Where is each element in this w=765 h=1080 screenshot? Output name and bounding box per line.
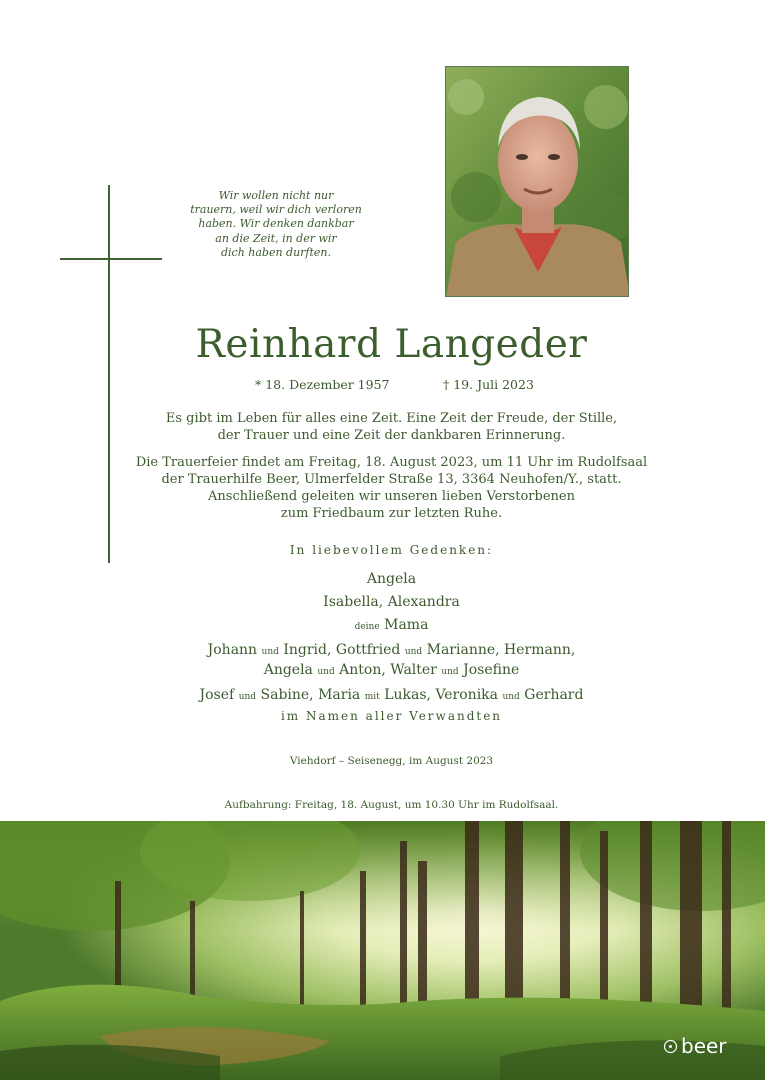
reflection-paragraph — [0, 410, 765, 444]
birth-date: * 18. Dezember 1957 — [255, 377, 390, 392]
quote-line: trauern, weil wir dich verloren — [190, 203, 362, 217]
death-date: † 19. Juli 2023 — [443, 377, 534, 392]
mourner-line — [0, 661, 765, 681]
funeral-info-paragraph — [0, 454, 765, 522]
paragraph-line: Die Trauerfeier findet am Freitag, 18. August 2023, um 11 Uhr im Rudolfsaal — [135, 455, 648, 470]
portrait-photo — [445, 66, 629, 297]
quote-line: an die Zeit, in der wir — [215, 231, 337, 245]
paragraph-line: Es gibt im Leben für alles eine Zeit. Eine Zeit der Freude, der Stille, — [165, 411, 618, 426]
quote-line: Wir wollen nicht nur — [218, 189, 334, 202]
mourners-list — [0, 570, 765, 706]
mourner-line: Angela — [366, 571, 417, 587]
logo-text: beer — [681, 1034, 727, 1058]
beer-logo — [663, 1036, 727, 1056]
paragraph-line: der Trauerhilfe Beer, Ulmerfelder Straße 13, 3364 Neuhofen/Y., statt. — [161, 472, 622, 487]
quote-line: haben. Wir denken dankbar — [198, 217, 354, 231]
forest-image — [0, 821, 765, 1080]
mourner-name: Josef — [199, 687, 235, 703]
dandelion-icon — [663, 1039, 678, 1054]
paragraph-line: zum Friedbaum zur letzten Ruhe. — [280, 506, 503, 521]
portrait-illustration — [446, 67, 629, 297]
mourner-name: Anton, Walter — [339, 662, 437, 678]
mourner-line — [0, 616, 765, 636]
mourner-line — [0, 686, 765, 706]
mourner-name: Angela — [263, 662, 313, 678]
mourner-name: Gerhard — [524, 687, 584, 703]
connector-word: und — [317, 667, 335, 677]
mourner-name: Josefine — [463, 662, 520, 678]
place-date: Viehdorf – Seisenegg, im August 2023 — [289, 755, 494, 767]
connector-word: mit — [364, 692, 380, 702]
connector-word: und — [441, 667, 459, 677]
mourner-name: Ingrid, Gottfried — [283, 642, 401, 658]
connector-word: und — [404, 647, 423, 657]
mourner-name: Marianne, Hermann, — [426, 642, 576, 658]
viewing-info: Aufbahrung: Freitag, 18. August, um 10.30 Uhr im Rudolfsaal. — [224, 799, 559, 811]
mourner-line — [0, 641, 765, 661]
quote-line: dich haben durften. — [220, 245, 332, 259]
deceased-name: Reinhard Langeder — [195, 322, 588, 367]
quote — [186, 189, 366, 260]
mourner-name: Sabine, Maria — [260, 687, 361, 703]
mourner-name: Johann — [207, 642, 258, 658]
paragraph-line: Anschließend geleiten wir unseren lieben Verstorbenen — [208, 489, 575, 504]
mourner-name: Lukas, Veronika — [384, 687, 499, 703]
mourning-outro: im Namen aller Verwandten — [280, 709, 503, 723]
mourning-intro: In liebevollem Gedenken: — [289, 543, 494, 557]
cross-horizontal-bar — [60, 258, 162, 260]
connector-word: und — [502, 692, 520, 702]
paragraph-line: der Trauer und eine Zeit der dankbaren Erinnerung. — [217, 428, 566, 443]
connector-word: deine — [354, 622, 380, 632]
connector-word: und — [261, 647, 279, 657]
connector-word: und — [238, 692, 257, 702]
forest-illustration — [0, 821, 765, 1080]
mourner-line: Isabella, Alexandra — [323, 594, 460, 610]
mourner-name: Mama — [384, 617, 429, 633]
